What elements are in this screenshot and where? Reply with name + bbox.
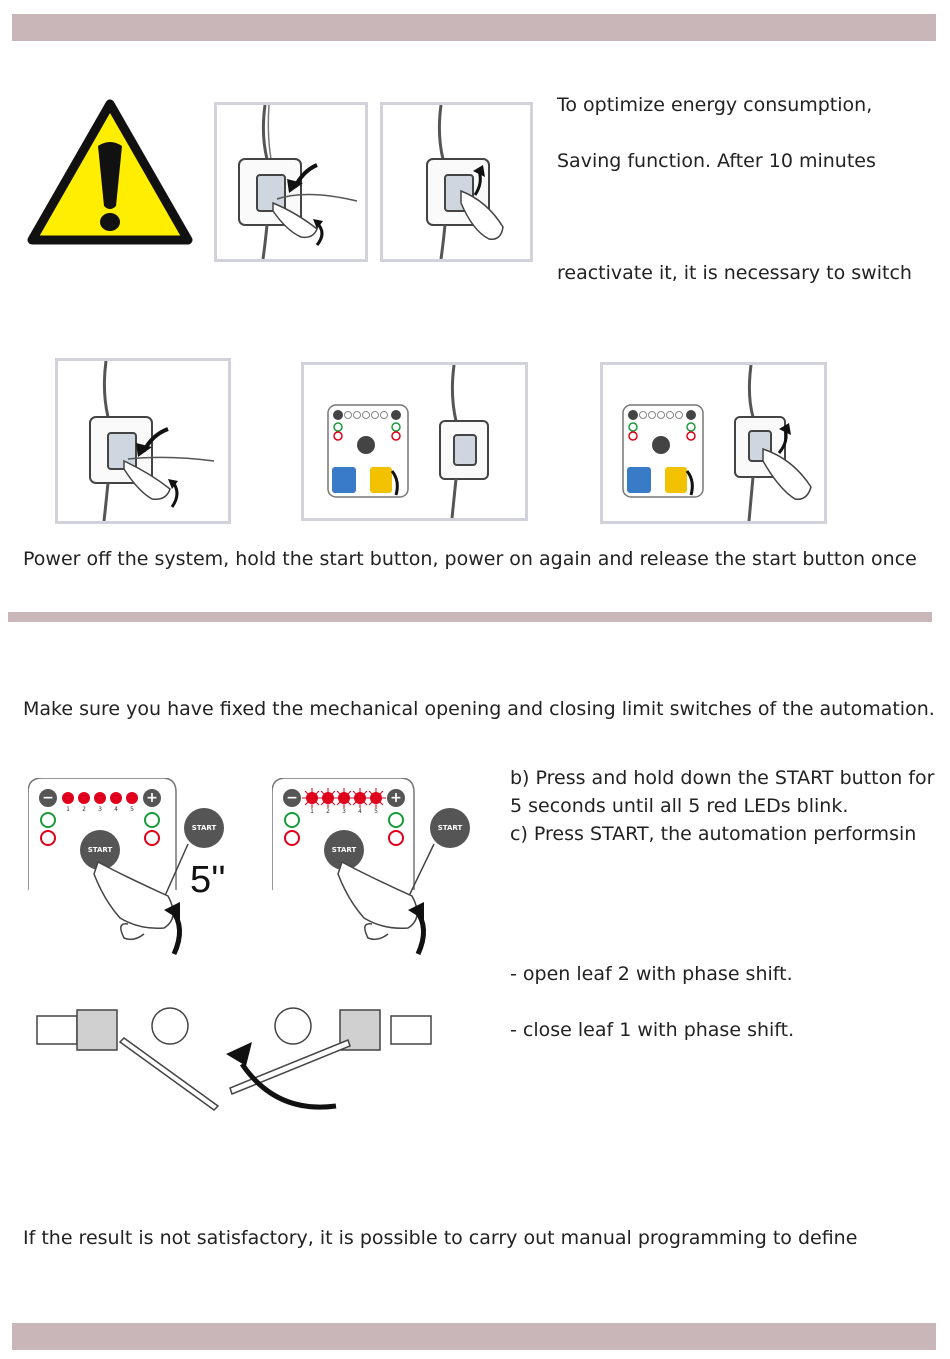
warning-icon (26, 98, 194, 246)
gate-leaves-diagram (36, 1004, 432, 1114)
led-number-3: 3 (98, 806, 102, 813)
middle-bar (8, 612, 932, 622)
power-off-illustration (55, 358, 231, 524)
led-number-4: 4 (358, 808, 362, 815)
led-number-1: 1 (66, 806, 70, 813)
energy-text-line-2: Saving function. After 10 minutes (557, 150, 876, 172)
start-button-label: START (87, 846, 113, 854)
step-b-line-2: 5 seconds until all 5 red LEDs blink. (510, 795, 849, 817)
panel-minus-label: − (42, 790, 54, 806)
led-number-2: 2 (82, 806, 86, 813)
led-number-5: 5 (374, 808, 378, 815)
close-leaf-text: - close leaf 1 with phase shift. (510, 1019, 795, 1041)
switch-press-illustration (214, 102, 368, 262)
open-leaf-text: - open leaf 2 with phase shift. (510, 963, 793, 985)
top-bar (12, 14, 936, 41)
led-number-5: 5 (130, 806, 134, 813)
duration-label: 5'' (190, 859, 226, 901)
led-number-4: 4 (114, 806, 118, 813)
power-cycle-caption: Power off the system, hold the start button, power on again and release the start button once (23, 548, 917, 570)
limit-switch-text: Make sure you have fixed the mechanical opening and closing limit switches of the automation. (23, 698, 935, 720)
led-number-1: 1 (310, 808, 314, 815)
energy-text-line-3: reactivate it, it is necessary to switch (557, 262, 912, 284)
start-button-label: START (331, 846, 357, 854)
remote-start-label: START (437, 824, 463, 832)
energy-text-line-1: To optimize energy consumption, (557, 94, 873, 116)
remote-start-label: START (191, 824, 217, 832)
manual-programming-text: If the result is not satisfactory, it is possible to carry out manual programming to define (23, 1227, 858, 1249)
hold-start-illustration (301, 362, 528, 521)
switch-release-illustration (380, 102, 533, 262)
panel-plus-label: + (146, 790, 158, 806)
panel-minus-label: − (286, 790, 298, 806)
panel-blink-illustration (272, 778, 482, 960)
led-number-3: 3 (342, 808, 346, 815)
release-start-illustration (600, 362, 827, 524)
led-number-2: 2 (326, 808, 330, 815)
bottom-bar (12, 1323, 936, 1350)
step-b-line-1: b) Press and hold down the START button for (510, 767, 935, 789)
panel-hold-illustration (28, 778, 238, 960)
panel-plus-label: + (390, 790, 402, 806)
step-c-line: c) Press START, the automation performsin (510, 823, 917, 845)
